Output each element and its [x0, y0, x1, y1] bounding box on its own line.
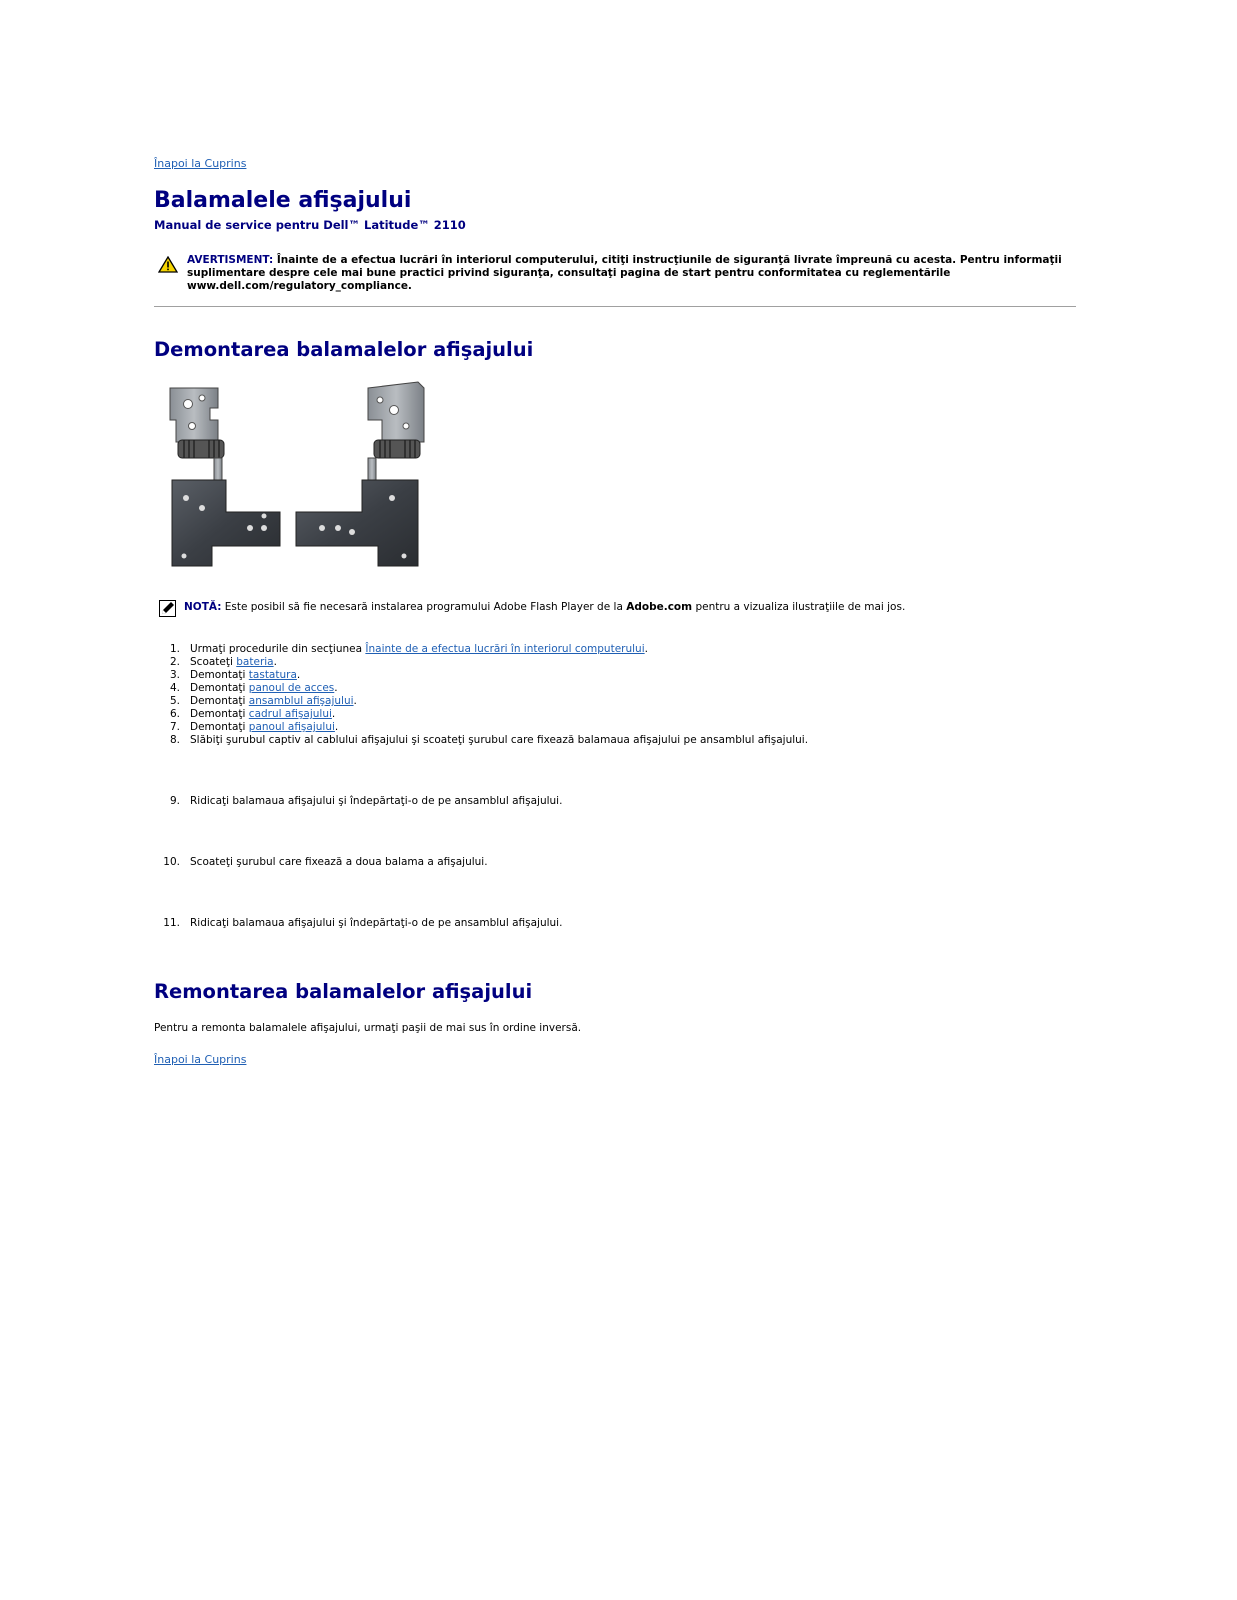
step-item: 5. Demontaţi ansamblul afişajului. [169, 695, 357, 707]
page-title: Balamalele afişajului [154, 188, 412, 213]
back-to-contents-link-top[interactable]: Înapoi la Cuprins [154, 157, 247, 170]
step-item: 9. Ridicaţi balamaua afişajului şi îndepărtaţi-o de pe ansamblul afişajului. [169, 795, 563, 807]
step-link-display-assembly[interactable]: ansamblul afişajului [248, 695, 354, 707]
note-box [154, 600, 1076, 614]
step-item: 2. Scoateţi bateria. [169, 656, 277, 668]
warning-triangle-icon [158, 256, 178, 273]
display-hinges-image [162, 380, 432, 580]
step-item: 8. Slăbiţi şurubul captiv al cablului afişajului şi scoateţi şurubul care fixează balamaua afişajului pe ansamblul afişajului. [169, 734, 809, 746]
step-item: 3. Demontaţi tastatura. [169, 669, 301, 681]
divider [154, 306, 1076, 307]
step-item: 1. Urmaţi procedurile din secţiunea Înainte de a efectua lucrări în interiorul computerului. [169, 643, 648, 655]
step-link-keyboard[interactable]: tastatura [248, 669, 297, 681]
note-label: NOTĂ: [184, 601, 222, 613]
reassembly-text: Pentru a remonta balamalele afişajului, urmaţi paşii de mai sus în ordine inversă. [154, 1022, 582, 1034]
section-heading-removal: Demontarea balamalelor afişajului [154, 338, 534, 361]
step-item: 10. Scoateţi şurubul care fixează a doua balama a afişajului. [163, 856, 488, 868]
note-text-after: pentru a vizualiza ilustraţiile de mai jos. [695, 601, 906, 613]
step-link-before-working[interactable]: Înainte de a efectua lucrări în interiorul computerului [365, 643, 645, 655]
step-item: 11. Ridicaţi balamaua afişajului şi îndepărtaţi-o de pe ansamblul afişajului. [163, 917, 563, 929]
page-subtitle: Manual de service pentru Dell™ Latitude™ 2110 [154, 218, 466, 232]
step-item: 4. Demontaţi panoul de acces. [169, 682, 338, 694]
step-link-battery[interactable]: bateria [236, 656, 274, 668]
step-item: 7. Demontaţi panoul afişajului. [169, 721, 339, 733]
note-text-before: Este posibil să fie necesară instalarea programului Adobe Flash Player de la [224, 601, 623, 613]
step-link-display-panel[interactable]: panoul afişajului [248, 721, 335, 733]
step-item: 6. Demontaţi cadrul afişajului. [169, 708, 336, 720]
step-link-display-bezel[interactable]: cadrul afişajului [248, 708, 332, 720]
step-link-access-panel[interactable]: panoul de acces [248, 682, 335, 694]
warning-text: Înainte de a efectua lucrări în interiorul computerului, citiţi instrucţiunile de siguranţă livrate împreună cu acesta. Pentru informaţii suplimentare despre cele mai bune practici privind siguranţa, consultaţi pagina de start pentru conformitatea cu reglementările www.dell.com/regulatory_compliance. [187, 254, 1062, 292]
note-pencil-icon [159, 600, 176, 617]
back-to-contents-link-bottom[interactable]: Înapoi la Cuprins [154, 1053, 247, 1066]
section-heading-reassembly: Remontarea balamalelor afişajului [154, 980, 533, 1003]
note-adobe-domain: Adobe.com [626, 601, 693, 613]
warning-box [154, 254, 1076, 293]
warning-label: AVERTISMENT: [187, 254, 274, 266]
